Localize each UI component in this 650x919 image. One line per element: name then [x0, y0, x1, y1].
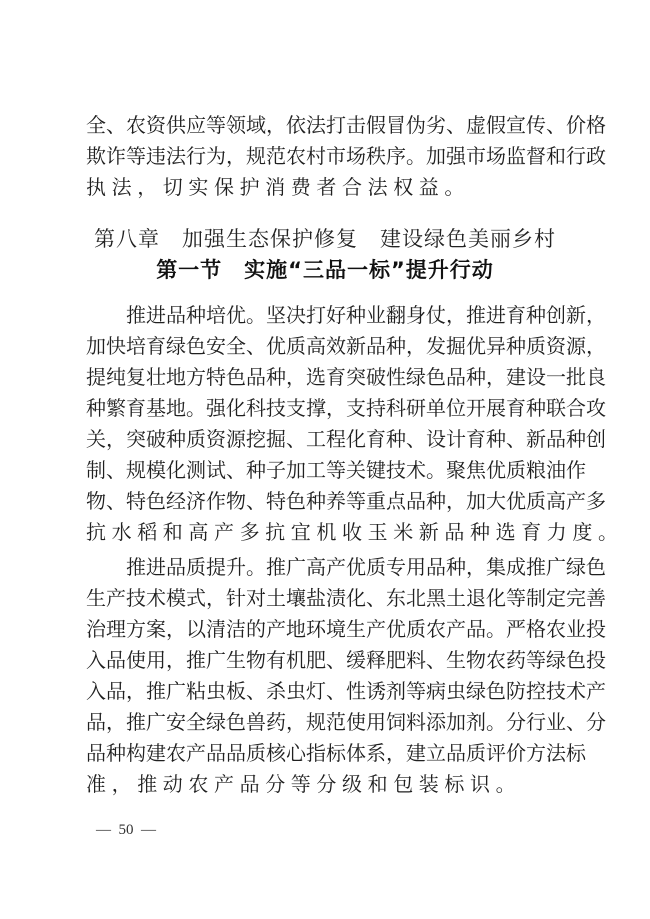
paragraph-line: 推进品种培优。坚决打好种业翻身仗，推进育种创新， [126, 303, 606, 327]
paragraph-line: 准，推动农产品分等分级和包装标识。 [86, 772, 522, 796]
paragraph-line: 治理方案，以清洁的产地环境生产优质农产品。严格农业投 [86, 617, 606, 641]
paragraph-line: 全、农资供应等领域，依法打击假冒伪劣、虚假宣传、价格 [86, 113, 606, 137]
paragraph-line: 推进品质提升。推广高产优质专用品种，集成推广绿色 [126, 555, 606, 579]
paragraph-line: 关，突破种质资源挖掘、工程化育种、设计育种、新品种创 [86, 427, 606, 451]
paragraph-line: 品种构建农产品品质核心指标体系，建立品质评价方法标 [86, 741, 586, 765]
paragraph-line: 种繁育基地。强化科技支撑，支持科研单位开展育种联合攻 [86, 396, 606, 420]
paragraph-line: 加快培育绿色安全、优质高效新品种，发掘优异种质资源， [86, 334, 606, 358]
paragraph-line: 提纯复壮地方特色品种，选育突破性绿色品种，建设一批良 [86, 365, 606, 389]
paragraph-line: 执法，切实保护消费者合法权益。 [86, 175, 470, 199]
chapter-title: 第八章 加强生态保护修复 建设绿色美丽乡村 [94, 227, 556, 251]
paragraph-line: 物、特色经济作物、特色种养等重点品种，加大优质高产多 [86, 489, 606, 513]
paragraph-line: 欺诈等违法行为，规范农村市场秩序。加强市场监督和行政 [86, 144, 606, 168]
section-title: 第一节 实施“三品一标”提升行动 [156, 258, 494, 282]
page-number: — 50 — [96, 822, 156, 838]
paragraph-line: 抗水稻和高产多抗宜机收玉米新品种选育力度。 [86, 520, 624, 544]
paragraph-line: 品，推广安全绿色兽药，规范使用饲料添加剂。分行业、分 [86, 710, 606, 734]
paragraph-line: 制、规模化测试、种子加工等关键技术。聚焦优质粮油作 [86, 458, 586, 482]
paragraph-line: 入品，推广粘虫板、杀虫灯、性诱剂等病虫绿色防控技术产 [86, 679, 606, 703]
paragraph-line: 入品使用，推广生物有机肥、缓释肥料、生物农药等绿色投 [86, 648, 606, 672]
paragraph-line: 生产技术模式，针对土壤盐渍化、东北黑土退化等制定完善 [86, 586, 606, 610]
